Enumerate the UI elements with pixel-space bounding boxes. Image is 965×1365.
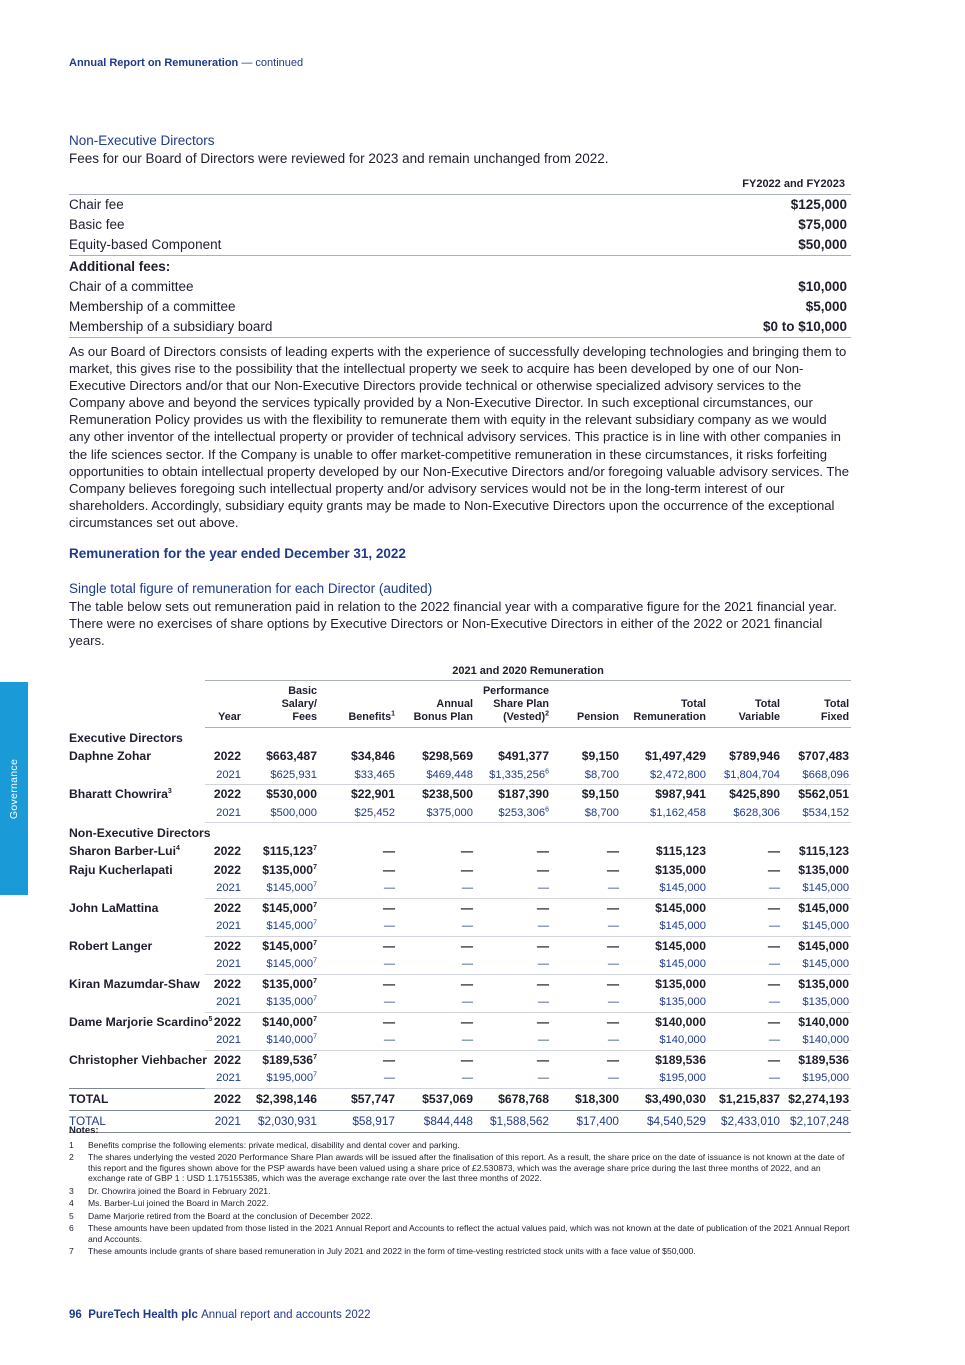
cell-salary: $2,398,146 xyxy=(243,1088,319,1110)
cell-psp: — xyxy=(536,938,549,953)
cell-total: $145,000 xyxy=(621,917,708,936)
cell-fixed: $140,000 xyxy=(782,1031,851,1050)
cell-bonus: — xyxy=(460,862,473,877)
cell-psp: $1,588,562 xyxy=(475,1110,551,1132)
cell-bonus: $298,569 xyxy=(422,749,473,764)
note-text: These amounts include grants of share based remuneration in July 2021 and 2022 in the form of time-vesting restricted stock units with a face value of $50,000. xyxy=(88,1246,696,1256)
cell-bonus: $375,000 xyxy=(397,804,475,823)
director-name: Sharon Barber-Lui$^4$ xyxy=(69,844,180,859)
cell-variable: $425,890 xyxy=(729,787,780,802)
cell-variable: — xyxy=(767,1014,780,1029)
remuneration-heading: Remuneration for the year ended December 31, 2022 xyxy=(69,546,406,561)
cell-benefits: $58,917 xyxy=(319,1110,397,1132)
cell-fixed: $135,000 xyxy=(798,976,850,991)
remuneration-table-body xyxy=(69,728,851,1133)
note-item xyxy=(69,1140,851,1151)
cell-variable: $1,804,704 xyxy=(708,766,782,785)
cell-fixed: $534,152 xyxy=(782,804,851,823)
col-psp: Performance Share Plan (Vested)$^2$ xyxy=(475,681,551,728)
cell-bonus: — xyxy=(397,879,475,898)
cell-year: 2021 xyxy=(205,1110,243,1132)
cell-total: $140,000 xyxy=(621,1031,708,1050)
note-item xyxy=(69,1152,851,1184)
base-fees-group xyxy=(69,195,851,255)
cell-benefits: — xyxy=(319,1031,397,1050)
director-name: Daphne Zohar xyxy=(69,749,151,764)
cell-variable: — xyxy=(767,862,780,877)
cell-total: $140,000 xyxy=(655,1014,706,1029)
cell-pension: — xyxy=(551,879,621,898)
director-name: Robert Langer xyxy=(69,938,153,953)
cell-year: 2022 xyxy=(213,787,241,802)
fee-value: $5,000 xyxy=(805,299,847,314)
fee-value: $10,000 xyxy=(798,279,847,294)
cell-fixed: $145,000 xyxy=(782,917,851,936)
table-row xyxy=(69,955,851,974)
notes-list xyxy=(69,1140,851,1257)
col-total-variable: Total Variable xyxy=(708,681,782,728)
cell-bonus: — xyxy=(460,976,473,991)
cell-variable: $628,306 xyxy=(708,804,782,823)
cell-benefits: $34,846 xyxy=(350,749,395,764)
col-benefits: Benefits$^1$ xyxy=(319,681,397,728)
cell-variable: — xyxy=(708,917,782,936)
cell-pension: — xyxy=(606,900,619,915)
cell-salary: $135,000$^7$ xyxy=(262,862,317,877)
fee-row xyxy=(69,215,851,235)
note-text: The shares underlying the vested 2020 Performance Share Plan awards will be issued after the finalisation of this report. As a result, the share price on the date of issuance is not known at the date of this report and the figures shown above for the PSP awards have been valued using a share price of £2.530873, which was the average share price during the last three months of 2022, and an exchange rate of GBP 1 : USD 1.175155385, which was the average exchange rate over the last three months of 2022. xyxy=(88,1152,845,1183)
cell-variable: — xyxy=(708,1031,782,1050)
section-non-executive-directors xyxy=(69,823,851,843)
cell-year: 2021 xyxy=(205,1069,243,1088)
cell-total: $1,162,458 xyxy=(621,804,708,823)
note-item xyxy=(69,1198,851,1209)
cell-bonus: — xyxy=(460,1052,473,1067)
cell-salary: $140,000$^7$ xyxy=(262,1014,317,1029)
director-name: Kiran Mazumdar-Shaw xyxy=(69,976,200,991)
cell-fixed: $195,000 xyxy=(782,1069,851,1088)
cell-pension: — xyxy=(551,993,621,1012)
cell-fixed: $145,000 xyxy=(782,879,851,898)
cell-bonus: $844,448 xyxy=(397,1110,475,1132)
cell-year: 2021 xyxy=(205,1031,243,1050)
section-label: Executive Directors xyxy=(69,730,183,745)
cell-variable: — xyxy=(708,1069,782,1088)
cell-total: $145,000 xyxy=(655,938,706,953)
cell-benefits: $22,901 xyxy=(350,787,395,802)
director-name xyxy=(69,993,205,1012)
page-footer xyxy=(69,1309,371,1321)
col-salary: Basic Salary/ Fees xyxy=(243,681,319,728)
cell-total: $145,000 xyxy=(621,879,708,898)
fee-row xyxy=(69,277,851,297)
cell-psp: $253,306$^6$ xyxy=(475,804,551,823)
cell-pension: $18,300 xyxy=(551,1088,621,1110)
table-row xyxy=(69,1069,851,1088)
cell-salary: $135,000$^7$ xyxy=(262,976,317,991)
cell-fixed: $145,000 xyxy=(782,955,851,974)
note-number: 2 xyxy=(69,1152,74,1162)
cell-benefits: — xyxy=(319,993,397,1012)
cell-bonus: — xyxy=(460,900,473,915)
notes xyxy=(69,1126,851,1259)
cell-benefits: — xyxy=(382,938,395,953)
table-row xyxy=(69,747,851,766)
col-total-fixed: Total Fixed xyxy=(782,681,851,728)
cell-year: 2022 xyxy=(213,1052,241,1067)
cell-psp: — xyxy=(475,993,551,1012)
cell-salary: $500,000 xyxy=(243,804,319,823)
cell-total: $4,540,529 xyxy=(621,1110,708,1132)
cell-year: 2021 xyxy=(205,804,243,823)
cell-pension: — xyxy=(551,1031,621,1050)
cell-variable: — xyxy=(767,938,780,953)
cell-variable: — xyxy=(767,1052,780,1067)
director-name: Bharatt Chowrira$^3$ xyxy=(69,787,172,801)
cell-psp: — xyxy=(475,879,551,898)
note-number: 1 xyxy=(69,1139,74,1150)
cell-fixed: $145,000 xyxy=(798,938,850,953)
table-row xyxy=(69,766,851,785)
note-text: Dr. Chowrira joined the Board in February 2021. xyxy=(88,1185,271,1196)
cell-variable: $789,946 xyxy=(729,749,780,764)
cell-fixed: $189,536 xyxy=(798,1052,850,1067)
cell-total: $145,000 xyxy=(621,955,708,974)
fee-row xyxy=(69,297,851,317)
director-name: TOTAL xyxy=(69,1110,205,1132)
cell-pension: $8,700 xyxy=(551,766,621,785)
cell-total: $135,000 xyxy=(655,862,706,877)
cell-salary: $145,000$^7$ xyxy=(243,955,319,974)
cell-variable: — xyxy=(767,900,780,915)
ned-title: Non-Executive Directors xyxy=(69,133,215,148)
cell-total: $3,490,030 xyxy=(621,1088,708,1110)
cell-fixed: $135,000 xyxy=(782,993,851,1012)
header-suffix: — continued xyxy=(241,57,304,69)
cell-bonus: $238,500 xyxy=(422,787,473,802)
cell-fixed: $707,483 xyxy=(798,749,850,764)
cell-fixed: $2,107,248 xyxy=(782,1110,851,1132)
cell-psp: $678,768 xyxy=(475,1088,551,1110)
cell-salary: $195,000$^7$ xyxy=(243,1069,319,1088)
single-total-figure-title: Single total figure of remuneration for each Director (audited) xyxy=(69,581,433,596)
cell-year: 2022 xyxy=(213,749,241,764)
cell-total: $1,497,429 xyxy=(645,749,706,764)
note-item xyxy=(69,1223,851,1244)
cell-year: 2022 xyxy=(213,976,241,991)
note-text: Ms. Barber-Lui joined the Board in March 2022. xyxy=(88,1198,269,1208)
col-pension: Pension xyxy=(551,681,621,728)
cell-year: 2021 xyxy=(205,955,243,974)
table-row xyxy=(69,898,851,917)
cell-total: $2,472,800 xyxy=(621,766,708,785)
director-name xyxy=(69,955,205,974)
remuneration-table xyxy=(69,662,851,1133)
cell-benefits: $57,747 xyxy=(319,1088,397,1110)
cell-benefits: — xyxy=(382,1052,395,1067)
cell-fixed: $2,274,193 xyxy=(782,1088,851,1110)
fee-row xyxy=(69,317,851,337)
director-name: TOTAL xyxy=(69,1088,205,1110)
cell-fixed: $562,051 xyxy=(798,787,850,802)
cell-psp: — xyxy=(536,844,549,859)
table-row xyxy=(69,1050,851,1069)
note-text: Benefits comprise the following elements: private medical, disability and dental cover and parking. xyxy=(88,1139,460,1150)
cell-psp: — xyxy=(475,917,551,936)
cell-pension: — xyxy=(606,1014,619,1029)
cell-salary: $135,000$^7$ xyxy=(243,993,319,1012)
cell-fixed: $668,096 xyxy=(782,766,851,785)
cell-total: $987,941 xyxy=(655,787,706,802)
table-row xyxy=(69,936,851,955)
note-number: 7 xyxy=(69,1246,74,1256)
section-label: Non-Executive Directors xyxy=(69,825,211,840)
cell-salary: $145,000$^7$ xyxy=(243,917,319,936)
table-row xyxy=(69,804,851,823)
cell-salary: $145,000$^7$ xyxy=(262,900,317,915)
table-row xyxy=(69,1088,851,1110)
cell-psp: $1,335,256$^6$ xyxy=(475,766,551,785)
note-number: 4 xyxy=(69,1198,74,1208)
cell-psp: — xyxy=(475,955,551,974)
cell-salary: $115,123$^7$ xyxy=(262,844,317,859)
cell-year: 2021 xyxy=(205,917,243,936)
cell-benefits: — xyxy=(382,976,395,991)
cell-total: $135,000 xyxy=(621,993,708,1012)
cell-benefits: — xyxy=(319,879,397,898)
col-total-remuneration: Total Remuneration xyxy=(621,681,708,728)
fee-row xyxy=(69,235,851,255)
cell-total: $195,000 xyxy=(621,1069,708,1088)
cell-year: 2022 xyxy=(213,938,241,953)
cell-total: $115,123 xyxy=(655,844,706,859)
cell-bonus: — xyxy=(397,1069,475,1088)
cell-pension: $17,400 xyxy=(551,1110,621,1132)
cell-benefits: — xyxy=(382,1014,395,1029)
footer-document: Annual report and accounts 2022 xyxy=(201,1309,371,1321)
table-row xyxy=(69,842,851,861)
additional-fees-group xyxy=(69,277,851,338)
director-name: Christopher Viehbacher xyxy=(69,1052,207,1067)
cell-pension: — xyxy=(606,938,619,953)
cell-year: 2021 xyxy=(205,993,243,1012)
director-name xyxy=(69,766,205,785)
cell-year: 2022 xyxy=(205,1088,243,1110)
additional-fees-title: Additional fees: xyxy=(69,255,851,277)
col-bonus: Annual Bonus Plan xyxy=(397,681,475,728)
cell-salary: $145,000$^7$ xyxy=(262,938,317,953)
cell-pension: — xyxy=(606,862,619,877)
cell-bonus: — xyxy=(397,955,475,974)
director-name xyxy=(69,1031,205,1050)
cell-fixed: $115,123 xyxy=(798,844,850,859)
cell-salary: $663,487 xyxy=(266,749,317,764)
cell-pension: $8,700 xyxy=(551,804,621,823)
note-item xyxy=(69,1246,851,1257)
cell-variable: — xyxy=(767,976,780,991)
fee-label: Chair of a committee xyxy=(69,279,194,294)
fee-label: Chair fee xyxy=(69,197,124,212)
table-column-headers xyxy=(69,681,851,728)
cell-bonus: — xyxy=(460,844,473,859)
table-row xyxy=(69,861,851,880)
cell-benefits: $25,452 xyxy=(319,804,397,823)
fee-value: $50,000 xyxy=(798,237,847,252)
cell-salary: $625,931 xyxy=(243,766,319,785)
fee-value: $125,000 xyxy=(790,197,847,212)
fees-column-header: FY2022 and FY2023 xyxy=(69,174,851,195)
fees-table xyxy=(69,174,851,338)
cell-year: 2022 xyxy=(213,862,241,877)
single-total-figure-intro: The table below sets out remuneration paid in relation to the 2022 financial year with a comparative figure for the 2021 financial year. There were no exercises of share options by Executive Directors or Non-Executive Directors in either of the 2022 or 2021 financial years. xyxy=(69,599,837,648)
cell-year: 2022 xyxy=(213,844,241,859)
cell-variable: $1,215,837 xyxy=(708,1088,782,1110)
cell-psp: — xyxy=(536,1052,549,1067)
cell-total: $145,000 xyxy=(655,900,706,915)
director-name xyxy=(69,1069,205,1088)
director-name xyxy=(69,917,205,936)
director-name xyxy=(69,804,205,823)
cell-psp: — xyxy=(536,976,549,991)
cell-year: 2021 xyxy=(205,766,243,785)
cell-pension: — xyxy=(606,1052,619,1067)
cell-salary: $2,030,931 xyxy=(243,1110,319,1132)
header-section: Annual Report on Remuneration xyxy=(69,57,239,69)
cell-benefits: $33,465 xyxy=(319,766,397,785)
fee-label: Membership of a subsidiary board xyxy=(69,319,273,334)
fee-label: Basic fee xyxy=(69,217,125,232)
footer-company: PureTech Health plc xyxy=(88,1309,198,1321)
ned-intro: Fees for our Board of Directors were reviewed for 2023 and remain unchanged from 2022. xyxy=(69,151,609,166)
table-row xyxy=(69,879,851,898)
note-text: Dame Marjorie retired from the Board at the conclusion of December 2022. xyxy=(88,1210,373,1221)
cell-pension: $9,150 xyxy=(581,749,619,764)
cell-psp: — xyxy=(536,1014,549,1029)
cell-pension: $9,150 xyxy=(581,787,619,802)
cell-psp: $187,390 xyxy=(498,787,549,802)
cell-benefits: — xyxy=(382,844,395,859)
cell-variable: — xyxy=(708,993,782,1012)
note-item xyxy=(69,1211,851,1222)
cell-benefits: — xyxy=(319,917,397,936)
cell-psp: — xyxy=(536,862,549,877)
cell-total: $189,536 xyxy=(655,1052,706,1067)
cell-bonus: — xyxy=(460,938,473,953)
cell-variable: — xyxy=(767,844,780,859)
fee-row xyxy=(69,195,851,215)
cell-benefits: — xyxy=(382,900,395,915)
cell-year: 2022 xyxy=(213,900,241,915)
fee-label: Membership of a committee xyxy=(69,299,236,314)
director-name: John LaMattina xyxy=(69,900,159,915)
cell-total: $135,000 xyxy=(655,976,706,991)
running-header xyxy=(69,57,303,69)
table-row xyxy=(69,993,851,1012)
side-section-tab[interactable] xyxy=(0,682,28,895)
cell-psp: — xyxy=(536,900,549,915)
cell-psp: — xyxy=(475,1031,551,1050)
cell-variable: $2,433,010 xyxy=(708,1110,782,1132)
cell-psp: — xyxy=(475,1069,551,1088)
table-row xyxy=(69,917,851,936)
cell-benefits: — xyxy=(319,1069,397,1088)
cell-salary: $530,000 xyxy=(266,787,317,802)
note-number: 5 xyxy=(69,1210,74,1221)
table-row xyxy=(69,1012,851,1031)
director-name: Dame Marjorie Scardino$^5$ xyxy=(69,1014,213,1029)
fee-label: Equity-based Component xyxy=(69,237,222,252)
cell-pension: — xyxy=(606,844,619,859)
cell-pension: — xyxy=(606,976,619,991)
cell-salary: $189,536$^7$ xyxy=(262,1052,317,1067)
notes-title: Notes: xyxy=(69,1125,99,1136)
cell-year: 2022 xyxy=(213,1014,241,1029)
cell-salary: $140,000$^7$ xyxy=(243,1031,319,1050)
cell-variable: — xyxy=(708,955,782,974)
note-number: 6 xyxy=(69,1223,74,1233)
table-row xyxy=(69,785,851,804)
cell-pension: — xyxy=(551,955,621,974)
table-row xyxy=(69,1031,851,1050)
fee-value: $0 to $10,000 xyxy=(762,319,847,334)
note-text: These amounts have been updated from those listed in the 2021 Annual Report and Accounts to reflect the actual values paid, which was not known at the date of publication of the 2021 Annual Report and Accounts. xyxy=(88,1223,850,1244)
page-number: 96 xyxy=(69,1309,82,1321)
cell-bonus: — xyxy=(397,993,475,1012)
cell-fixed: $145,000 xyxy=(798,900,850,915)
cell-bonus: — xyxy=(397,917,475,936)
cell-psp: $491,377 xyxy=(498,749,549,764)
cell-fixed: $135,000 xyxy=(798,862,850,877)
fee-value: $75,000 xyxy=(798,217,847,232)
col-year: Year xyxy=(205,681,243,728)
cell-bonus: — xyxy=(460,1014,473,1029)
cell-pension: — xyxy=(551,917,621,936)
cell-pension: — xyxy=(551,1069,621,1088)
cell-benefits: — xyxy=(319,955,397,974)
table-row xyxy=(69,974,851,993)
director-name xyxy=(69,879,205,898)
cell-year: 2021 xyxy=(205,879,243,898)
cell-variable: — xyxy=(708,879,782,898)
section-executive-directors xyxy=(69,728,851,748)
cell-benefits: — xyxy=(382,862,395,877)
policy-paragraph: As our Board of Directors consists of leading experts with the experience of successfully developing technologies and bringing them to market, this gives rise to the possibility that the intellectual property we seek to acquire has been developed by one of our Non-Executive Directors and/or that our Non-Executive Directors provide technical or otherwise specialized advisory services to the Company above and beyond the services typically provided by a Non-Executive Director. In such exceptional circumstances, our Remuneration Policy provides us with the flexibility to remunerate them with equity in the relevant subsidiary company as we would any other inventor of the intellectual property or provider of technical advisory services. This practice is in line with other companies in the life sciences sector. If the Company is unable to offer market-competitive remuneration in these circumstances, it risks forfeiting opportunities to obtain intellectual property developed by our Non-Executive Directors and/or foregoing valuable advisory services. The Company believes foregoing such intellectual property and/or advisory services would not be in the long-term interest of our shareholders. Accordingly, subsidiary equity grants may be made to Non-Executive Directors upon the occurrence of the exceptional circumstances set out above. xyxy=(69,344,849,530)
cell-bonus: $537,069 xyxy=(397,1088,475,1110)
cell-bonus: — xyxy=(397,1031,475,1050)
side-tab-label: Governance xyxy=(8,758,21,819)
note-number: 3 xyxy=(69,1185,74,1196)
cell-bonus: $469,448 xyxy=(397,766,475,785)
director-name: Raju Kucherlapati xyxy=(69,862,173,877)
table-super-header: 2021 and 2020 Remuneration xyxy=(205,662,851,681)
cell-salary: $145,000$^7$ xyxy=(243,879,319,898)
note-item xyxy=(69,1186,851,1197)
cell-fixed: $140,000 xyxy=(798,1014,850,1029)
